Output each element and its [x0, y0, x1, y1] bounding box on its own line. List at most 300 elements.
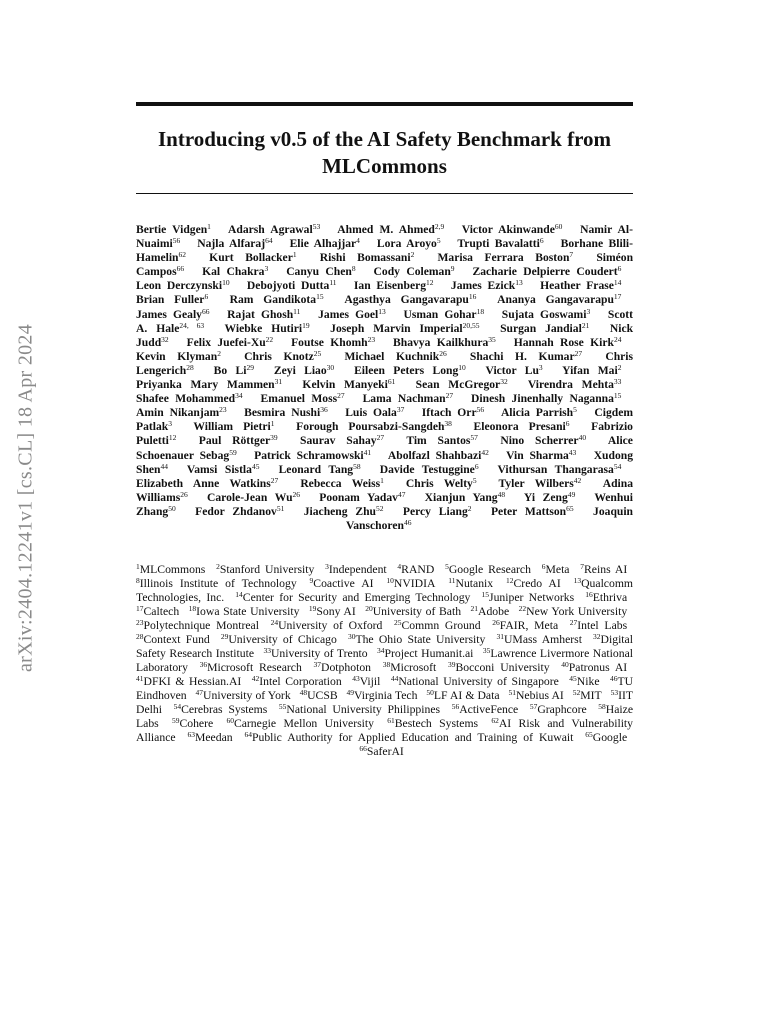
affiliation-id: 43 [352, 674, 360, 683]
affiliation-entry [482, 591, 575, 604]
author-affiliation-mark: 12 [426, 278, 434, 288]
author-affiliation-mark: 51 [276, 503, 285, 513]
author-affiliation-mark: 10 [222, 278, 230, 288]
author-name: Kal Chakra [202, 265, 265, 279]
author-affiliation-mark: 5 [573, 405, 577, 415]
author-affiliation-mark: 56 [476, 405, 485, 415]
author-affiliation-mark: 52 [375, 503, 384, 513]
affiliation-entry [383, 661, 437, 674]
affiliation-id: 56 [451, 702, 460, 711]
affiliation-id: 31 [496, 632, 504, 641]
author-entry [290, 237, 360, 250]
author-entry [136, 293, 208, 306]
affiliation-id: 57 [529, 702, 538, 711]
author-affiliation-mark: 6 [474, 461, 479, 471]
affiliation-name: University of Oxford [278, 619, 383, 632]
author-name: Elizabeth Anne Watkins [136, 476, 271, 490]
author-affiliation-mark: 7 [569, 250, 574, 260]
author-affiliation-mark: 36 [320, 405, 328, 415]
arxiv-id: arXiv:2404.12241v1 [cs.CL] 18 Apr 2024 [14, 323, 37, 673]
author-name: Nick Judd [136, 321, 634, 349]
affiliation-entry [235, 591, 470, 604]
affiliation-entry [136, 633, 210, 646]
author-name: Luis Oala [345, 406, 397, 420]
affiliation-id: 3 [325, 562, 329, 571]
author-entry [302, 378, 395, 391]
affiliation-entry [561, 661, 627, 674]
affiliation-entry [325, 563, 387, 576]
title-top-rule [136, 102, 633, 106]
author-name: Lama Nachman [362, 392, 446, 406]
author-affiliation-mark: 23 [367, 334, 376, 344]
affiliation-id: 27 [569, 618, 578, 627]
affiliation-name: Adobe [478, 605, 510, 618]
affiliation-entry [136, 563, 205, 576]
author-affiliation-mark: 28 [186, 362, 194, 372]
affiliation-id: 24 [270, 618, 279, 627]
author-entry [136, 350, 221, 363]
author-name: Borhane Blili-Hamelin [136, 237, 633, 265]
affiliation-id: 16 [585, 590, 593, 599]
affiliation-entry [279, 703, 440, 716]
author-name: Xianjun Yang [424, 490, 498, 504]
author-affiliation-mark: 66 [176, 264, 185, 274]
author-affiliation-mark: 6 [565, 419, 570, 429]
affiliation-entry [244, 731, 573, 744]
affiliation-id: 49 [346, 688, 355, 697]
author-affiliation-mark: 60 [554, 222, 563, 231]
author-name: Elie Alhajjar [289, 237, 357, 251]
author-name: Tyler Wilbers [498, 476, 574, 490]
author-name: Bo Li [213, 363, 247, 377]
author-name: Zeyi Liao [273, 363, 327, 377]
affiliation-entry [471, 605, 510, 618]
author-affiliation-mark: 24, 63 [179, 320, 205, 330]
affiliation-name: Stanford University [219, 563, 315, 576]
affiliation-id: 20 [365, 604, 373, 613]
author-entry [247, 279, 337, 292]
affiliation-name: Microsoft Research [207, 661, 302, 674]
author-affiliation-mark: 56 [172, 236, 181, 246]
affiliation-name: SaferAI [366, 745, 404, 758]
affiliation-entry [196, 689, 291, 702]
author-entry [300, 434, 384, 447]
author-affiliation-mark: 2 [467, 503, 472, 513]
affiliation-id: 2 [216, 562, 220, 571]
affiliation-id: 34 [377, 646, 385, 655]
affiliation-name: Google Research [448, 563, 531, 576]
author-entry [254, 449, 371, 462]
affiliation-id: 9 [309, 576, 314, 585]
affiliation-id: 65 [585, 730, 593, 739]
author-entry [136, 477, 278, 490]
author-name: Leonard Tang [278, 462, 354, 476]
affiliation-id: 35 [482, 646, 491, 655]
affiliation-id: 25 [394, 618, 402, 627]
affiliation-id: 51 [508, 688, 516, 697]
affiliation-id: 39 [447, 660, 456, 669]
affiliation-id: 59 [171, 716, 180, 725]
affiliation-id: 18 [188, 604, 197, 613]
author-name: Agasthya Gangavarapu [344, 293, 469, 307]
author-entry [380, 463, 479, 476]
affiliation-id: 61 [387, 716, 395, 725]
author-affiliation-mark: 59 [229, 447, 237, 457]
author-affiliation-mark: 47 [397, 489, 406, 499]
affiliation-id: 13 [573, 576, 582, 585]
affiliation-name: Vijil [359, 675, 381, 688]
affiliation-id: 62 [491, 716, 499, 725]
author-name: Yi Zeng [523, 490, 568, 504]
affiliation-name: University of Bath [372, 605, 462, 618]
affiliation-name: Illinois Institute of Technology [139, 577, 297, 590]
affiliation-entry [506, 577, 561, 590]
affiliation-entry [492, 619, 558, 632]
affiliation-id: 47 [195, 688, 204, 697]
author-name: Cody Coleman [373, 265, 451, 279]
author-affiliation-mark: 30 [326, 362, 335, 372]
paper-title: Introducing v0.5 of the AI Safety Benchmark from MLCommons [157, 127, 612, 178]
affiliation-id: 32 [593, 632, 601, 641]
author-name: Eleonora Presani [473, 420, 566, 434]
author-name: Namir Al-Nuaimi [136, 223, 633, 251]
author-entry [345, 406, 404, 419]
affiliation-name: Independent [328, 563, 387, 576]
author-name: Scott A. Hale [136, 307, 633, 335]
affiliation-id: 45 [569, 674, 577, 683]
affiliation-name: National University Philippines [286, 703, 441, 716]
affiliation-name: Virginia Tech [354, 689, 418, 702]
affiliation-name: Caltech [143, 605, 180, 618]
author-name: Usman Gohar [403, 307, 477, 321]
author-entry [393, 336, 496, 349]
affiliation-name: RAND [401, 563, 435, 576]
affiliation-id: 12 [506, 576, 514, 585]
author-affiliation-mark: 27 [376, 433, 385, 443]
author-name: Paul Röttger [198, 434, 271, 448]
author-entry [502, 308, 590, 321]
author-entry [474, 420, 570, 433]
author-name: Fedor Zhdanov [195, 504, 277, 518]
affiliation-id: 14 [235, 590, 243, 599]
author-affiliation-mark: 58 [353, 461, 361, 471]
author-name: Saurav Sahay [300, 434, 377, 448]
author-affiliation-mark: 49 [567, 489, 576, 499]
affiliation-entry [263, 647, 367, 660]
affiliation-entry [387, 717, 478, 730]
author-entry [500, 322, 589, 335]
author-affiliation-mark: 35 [488, 334, 496, 344]
author-entry [209, 251, 296, 264]
author-affiliation-mark: 42 [481, 447, 489, 457]
affiliation-id: 36 [199, 660, 208, 669]
author-entry [354, 364, 466, 377]
author-name: Chris Welty [405, 476, 473, 490]
author-entry [136, 378, 282, 391]
author-entry [197, 237, 272, 250]
author-affiliation-mark: 48 [497, 489, 506, 499]
affiliation-id: 48 [299, 688, 308, 697]
author-name: Virendra Mehta [527, 378, 614, 392]
author-affiliation-mark: 31 [274, 377, 283, 387]
affiliation-entry [365, 605, 461, 618]
affiliation-name: Commn Ground [401, 619, 481, 632]
affiliation-id: 50 [426, 688, 434, 697]
affiliation-entry [394, 619, 481, 632]
affiliation-name: Nike [576, 675, 600, 688]
author-affiliation-mark: 6 [539, 236, 544, 246]
author-entry [228, 223, 320, 236]
author-affiliation-mark: 26 [292, 489, 301, 499]
affiliation-entry [174, 703, 268, 716]
author-entry [497, 463, 621, 476]
affiliation-name: Microsoft [390, 661, 437, 674]
author-entry [136, 279, 230, 292]
author-name: Alicia Parrish [500, 406, 574, 420]
author-entry [406, 477, 477, 490]
author-entry [501, 406, 577, 419]
author-name: Rajat Ghosh [227, 307, 294, 321]
author-affiliation-mark: 24 [613, 334, 622, 344]
author-list [136, 223, 633, 533]
affiliation-id: 38 [382, 660, 391, 669]
affiliation-name: University of York [203, 689, 291, 702]
affiliation-entry [580, 563, 627, 576]
author-affiliation-mark: 11 [329, 278, 337, 288]
affiliation-name: Patronus AI [568, 661, 628, 674]
affiliation-name: Center for Security and Emerging Technology [242, 591, 471, 604]
author-affiliation-mark: 61 [387, 377, 396, 387]
title-bottom-rule [136, 193, 633, 194]
affiliation-name: Bocconi University [455, 661, 550, 674]
author-entry [279, 463, 361, 476]
affiliation-name: Polytechnique Montreal [143, 619, 259, 632]
author-affiliation-mark: 5 [472, 475, 477, 485]
affiliation-id: 40 [561, 660, 569, 669]
affiliation-entry [448, 577, 493, 590]
author-affiliation-mark: 3 [264, 264, 269, 274]
author-entry [346, 505, 633, 532]
affiliation-entry [352, 675, 380, 688]
affiliation-name: The Ohio State University [355, 633, 486, 646]
author-name: Victor Lu [485, 363, 539, 377]
affiliation-id: 6 [541, 562, 546, 571]
author-entry [540, 279, 621, 292]
author-affiliation-mark: 44 [160, 461, 168, 471]
author-entry [422, 406, 484, 419]
author-name: Victor Akinwande [461, 223, 555, 236]
author-affiliation-mark: 33 [613, 377, 622, 387]
affiliation-entry [136, 577, 297, 590]
author-affiliation-mark: 25 [313, 348, 322, 358]
author-name: Lora Aroyo [376, 237, 437, 251]
author-entry [244, 406, 328, 419]
author-affiliation-mark: 27 [270, 475, 279, 485]
author-affiliation-mark: 4 [356, 236, 360, 246]
author-name: James Gealy [136, 307, 202, 321]
author-entry [199, 434, 278, 447]
author-entry [286, 265, 355, 278]
affiliation-name: Cerebras Systems [181, 703, 268, 716]
author-entry [403, 308, 484, 321]
author-name: Ian Eisenberg [353, 279, 427, 293]
affiliation-entry [377, 647, 473, 660]
affiliation-id: 5 [445, 562, 449, 571]
author-name: Fabrizio Puletti [136, 420, 633, 448]
author-entry [300, 477, 384, 490]
author-affiliation-mark: 46 [403, 517, 412, 527]
affiliation-name: Bestech Systems [394, 717, 479, 730]
affiliation-name: New York University [526, 605, 628, 618]
affiliation-id: 37 [313, 660, 322, 669]
author-name: Amin Nikanjam [136, 406, 220, 420]
author-name: Trupti Bavalatti [457, 237, 540, 251]
author-entry [274, 364, 334, 377]
affiliation-name: National University of Singapore [398, 675, 559, 688]
author-name: Vithursan Thangarasa [497, 462, 614, 476]
affiliation-name: Lawrence Livermore National Laboratory [136, 647, 634, 674]
author-affiliation-mark: 39 [270, 433, 278, 443]
author-name: Jiacheng Zhu [303, 504, 376, 518]
author-name: Hannah Rose Kirk [513, 335, 614, 349]
author-entry [330, 322, 479, 335]
affiliation-name: Context Fund [143, 633, 210, 646]
affiliation-name: Public Authority for Applied Education and Training of Kuwait [251, 731, 574, 744]
author-entry [500, 434, 586, 447]
affiliation-id: 46 [609, 674, 618, 683]
author-name: Canyu Chen [286, 265, 352, 279]
affiliation-name: Coactive AI [313, 577, 374, 590]
arxiv-stamp [10, 272, 42, 724]
author-name: Michael Kuchnik [344, 349, 440, 363]
affiliation-id: 41 [136, 674, 144, 683]
author-affiliation-mark: 1 [292, 250, 297, 260]
author-affiliation-mark: 54 [613, 461, 622, 471]
author-entry [451, 279, 523, 292]
affiliation-id: 4 [397, 562, 402, 571]
author-name: Vin Sharma [506, 448, 569, 462]
author-name: Kelvin Manyeki [302, 378, 388, 392]
affiliation-id: 53 [610, 688, 619, 697]
author-affiliation-mark: 10 [458, 362, 466, 372]
affiliation-entry [347, 689, 418, 702]
author-affiliation-mark: 5 [436, 236, 441, 246]
affiliation-name: UCSB [307, 689, 338, 702]
affiliation-id: 55 [278, 702, 287, 711]
author-name: Surgan Jandial [500, 321, 582, 335]
author-entry [136, 308, 209, 321]
author-affiliation-mark: 42 [573, 475, 582, 485]
affiliation-name: Sony AI [316, 605, 356, 618]
author-name: Nino Scherrer [500, 434, 579, 448]
author-entry [261, 392, 345, 405]
author-name: Dinesh Jinenhally Naganna [471, 392, 614, 406]
author-entry [425, 491, 505, 504]
author-name: Bertie Vidgen [136, 223, 208, 236]
author-affiliation-mark: 32 [500, 377, 508, 387]
author-affiliation-mark: 1 [380, 475, 384, 485]
author-name: Heather Frase [540, 279, 614, 293]
affiliation-entry [221, 633, 337, 646]
author-entry [291, 336, 375, 349]
affiliation-entry [136, 619, 259, 632]
affiliation-entry [585, 731, 627, 744]
author-affiliation-mark: 66 [201, 306, 210, 316]
author-affiliation-mark: 43 [568, 447, 577, 457]
affiliation-id: 29 [220, 632, 229, 641]
author-entry [486, 364, 543, 377]
affiliation-name: Google [592, 731, 628, 744]
author-affiliation-mark: 64 [265, 236, 273, 246]
affiliation-entry [530, 703, 587, 716]
affiliation-entry [569, 675, 599, 688]
affiliation-name: ActiveFence [459, 703, 519, 716]
author-name: Shachi H. Kumar [469, 349, 575, 363]
affiliation-name: Carnegie Mellon University [233, 717, 374, 730]
affiliation-id: 26 [492, 618, 500, 627]
affiliation-entry [226, 717, 374, 730]
author-name: Chris Knotz [244, 349, 314, 363]
affiliation-name: MIT [580, 689, 602, 702]
affiliation-id: 11 [448, 576, 456, 585]
affiliation-entry [216, 563, 314, 576]
affiliation-name: University of Chicago [228, 633, 337, 646]
author-entry [195, 505, 284, 518]
author-entry [304, 505, 384, 518]
author-entry [497, 293, 621, 306]
author-affiliation-mark: 27 [445, 391, 454, 401]
affiliation-id: 7 [580, 562, 585, 571]
author-entry [416, 378, 508, 391]
author-affiliation-mark: 15 [613, 391, 622, 401]
author-affiliation-mark: 13 [378, 306, 386, 316]
author-name: Xudong Shen [136, 448, 633, 476]
affiliation-id: 22 [518, 604, 527, 613]
affiliation-id: 58 [598, 702, 606, 711]
author-affiliation-mark: 11 [293, 306, 301, 316]
author-name: Rebecca Weiss [300, 476, 381, 490]
affiliation-name: MLCommons [139, 563, 206, 576]
affiliation-name: University of Trento [270, 647, 368, 660]
author-affiliation-mark: 19 [302, 320, 310, 330]
author-entry [136, 392, 243, 405]
affiliation-entry [136, 605, 179, 618]
affiliation-entry [397, 563, 434, 576]
author-name: Iftach Orr [421, 406, 477, 420]
author-name: Sean McGregor [415, 378, 501, 392]
affiliation-entry [172, 717, 213, 730]
author-affiliation-mark: 23 [219, 405, 227, 415]
affiliation-id: 15 [481, 590, 490, 599]
author-name: Kevin Klyman [136, 349, 218, 363]
affiliation-entry [445, 563, 531, 576]
affiliation-entry [300, 689, 338, 702]
affiliation-id: 64 [244, 730, 252, 739]
affiliation-name: Project Humanit.ai [384, 647, 474, 660]
author-entry [320, 251, 415, 264]
author-affiliation-mark: 14 [613, 278, 622, 288]
author-entry [244, 350, 321, 363]
author-entry [562, 364, 621, 377]
affiliation-id: 63 [187, 730, 195, 739]
affiliation-name: Meta [545, 563, 570, 576]
author-entry [406, 434, 478, 447]
affiliation-entry [359, 745, 404, 758]
author-name: Chris Lengerich [136, 349, 634, 377]
affiliation-name: FAIR, Meta [499, 619, 559, 632]
author-name: Joseph Marvin Imperial [330, 321, 463, 335]
author-affiliation-mark: 38 [444, 419, 452, 429]
